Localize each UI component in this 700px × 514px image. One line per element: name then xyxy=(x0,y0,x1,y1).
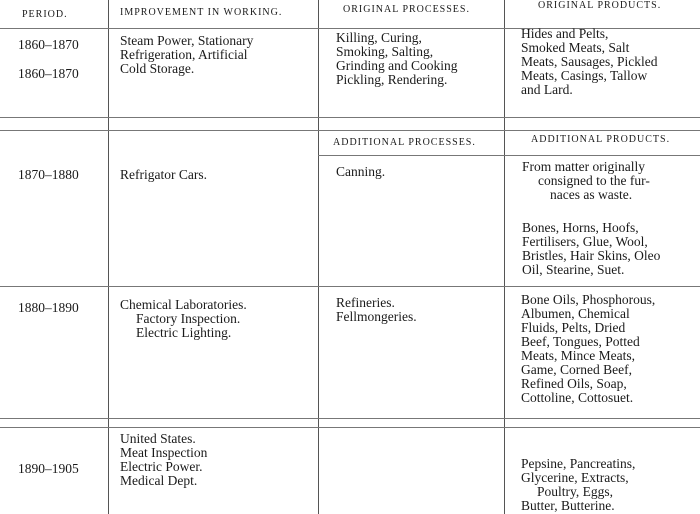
product-line: Cottoline, Cottosuet. xyxy=(521,390,634,405)
processes-cell xyxy=(336,165,385,179)
improvement-line: Electric Power. xyxy=(120,459,203,474)
row-rule xyxy=(0,117,700,118)
header-period: PERIOD. xyxy=(22,9,68,20)
product-line: Smoked Meats, Salt xyxy=(521,40,630,55)
improvement-line: Chemical Laboratories. xyxy=(120,297,247,312)
product-line: Glycerine, Extracts, xyxy=(521,470,629,485)
improvement-line: Cold Storage. xyxy=(120,61,195,76)
product-line: Bristles, Hair Skins, Oleo xyxy=(522,248,661,263)
period-value: 1880–1890 xyxy=(18,300,79,315)
product-line: Pepsine, Pancreatins, xyxy=(521,456,636,471)
column-divider xyxy=(108,0,109,514)
product-line: Albumen, Chemical xyxy=(521,306,630,321)
row-rule xyxy=(0,130,700,131)
processes-cell xyxy=(336,31,458,87)
process-line: Refineries. xyxy=(336,295,395,310)
products-cell xyxy=(522,221,660,277)
header-additional-processes: ADDITIONAL PROCESSES. xyxy=(333,137,476,148)
process-line: Killing, Curing, xyxy=(336,30,422,45)
row-rule xyxy=(0,418,700,419)
product-line: Oil, Stearine, Suet. xyxy=(522,262,625,277)
product-intro-line: naces as waste. xyxy=(550,187,633,202)
row-rule xyxy=(0,286,700,287)
period-value: 1860–1870 xyxy=(18,66,79,81)
products-cell xyxy=(521,293,655,405)
period-value: 1860–1870 xyxy=(18,37,79,52)
header-improvement: IMPROVEMENT IN WORKING. xyxy=(120,7,283,18)
improvement-line: Electric Lighting. xyxy=(136,325,232,340)
processes-cell xyxy=(336,296,417,324)
products-cell xyxy=(521,457,635,513)
subheader-rule xyxy=(318,155,700,156)
process-line: Fellmongeries. xyxy=(336,309,417,324)
product-line: Fertilisers, Glue, Wool, xyxy=(522,234,648,249)
header-original-processes: ORIGINAL PROCESSES. xyxy=(343,4,470,15)
product-line: Fluids, Pelts, Dried xyxy=(521,320,626,335)
product-line: Meats, Casings, Tallow xyxy=(521,68,648,83)
products-cell xyxy=(521,27,657,97)
period-cell xyxy=(18,301,79,315)
period-cell xyxy=(18,67,79,81)
improvement-line: United States. xyxy=(120,431,196,446)
period-cell xyxy=(18,462,79,476)
period-value: 1870–1880 xyxy=(18,167,79,182)
improvement-line: Factory Inspection. xyxy=(136,311,241,326)
row-rule xyxy=(0,427,700,428)
process-line: Grinding and Cooking xyxy=(336,58,458,73)
header-additional-products: ADDITIONAL PRODUCTS. xyxy=(531,134,671,145)
period-value: 1890–1905 xyxy=(18,461,79,476)
process-line: Smoking, Salting, xyxy=(336,44,434,59)
product-line: Beef, Tongues, Potted xyxy=(521,334,640,349)
process-line: Canning. xyxy=(336,164,386,179)
product-line: Game, Corned Beef, xyxy=(521,362,632,377)
column-divider xyxy=(504,0,505,514)
product-line: Meats, Sausages, Pickled xyxy=(521,54,658,69)
improvement-cell xyxy=(120,298,247,340)
product-line: and Lard. xyxy=(521,82,573,97)
improvement-line: Refrigator Cars. xyxy=(120,167,207,182)
improvement-line: Meat Inspection xyxy=(120,445,208,460)
improvement-cell xyxy=(120,168,207,182)
improvement-line: Medical Dept. xyxy=(120,473,198,488)
product-line: Butter, Butterine. xyxy=(521,498,615,513)
period-cell xyxy=(18,168,79,182)
product-intro-line: consigned to the fur- xyxy=(538,173,650,188)
improvement-line: Refrigeration, Artificial xyxy=(120,47,248,62)
improvement-cell xyxy=(120,34,253,76)
period-cell xyxy=(18,38,79,52)
products-intro-cell xyxy=(522,160,688,202)
product-line: Bone Oils, Phosphorous, xyxy=(521,292,656,307)
improvement-cell xyxy=(120,432,207,488)
product-intro-line: From matter originally xyxy=(522,159,645,174)
product-line: Poultry, Eggs, xyxy=(537,484,614,499)
product-line: Bones, Horns, Hoofs, xyxy=(522,220,639,235)
column-divider xyxy=(318,0,319,514)
product-line: Meats, Mince Meats, xyxy=(521,348,635,363)
product-line: Hides and Pelts, xyxy=(521,26,609,41)
product-line: Refined Oils, Soap, xyxy=(521,376,627,391)
improvement-line: Steam Power, Stationary xyxy=(120,33,254,48)
process-line: Pickling, Rendering. xyxy=(336,72,448,87)
header-original-products: ORIGINAL PRODUCTS. xyxy=(538,0,662,11)
